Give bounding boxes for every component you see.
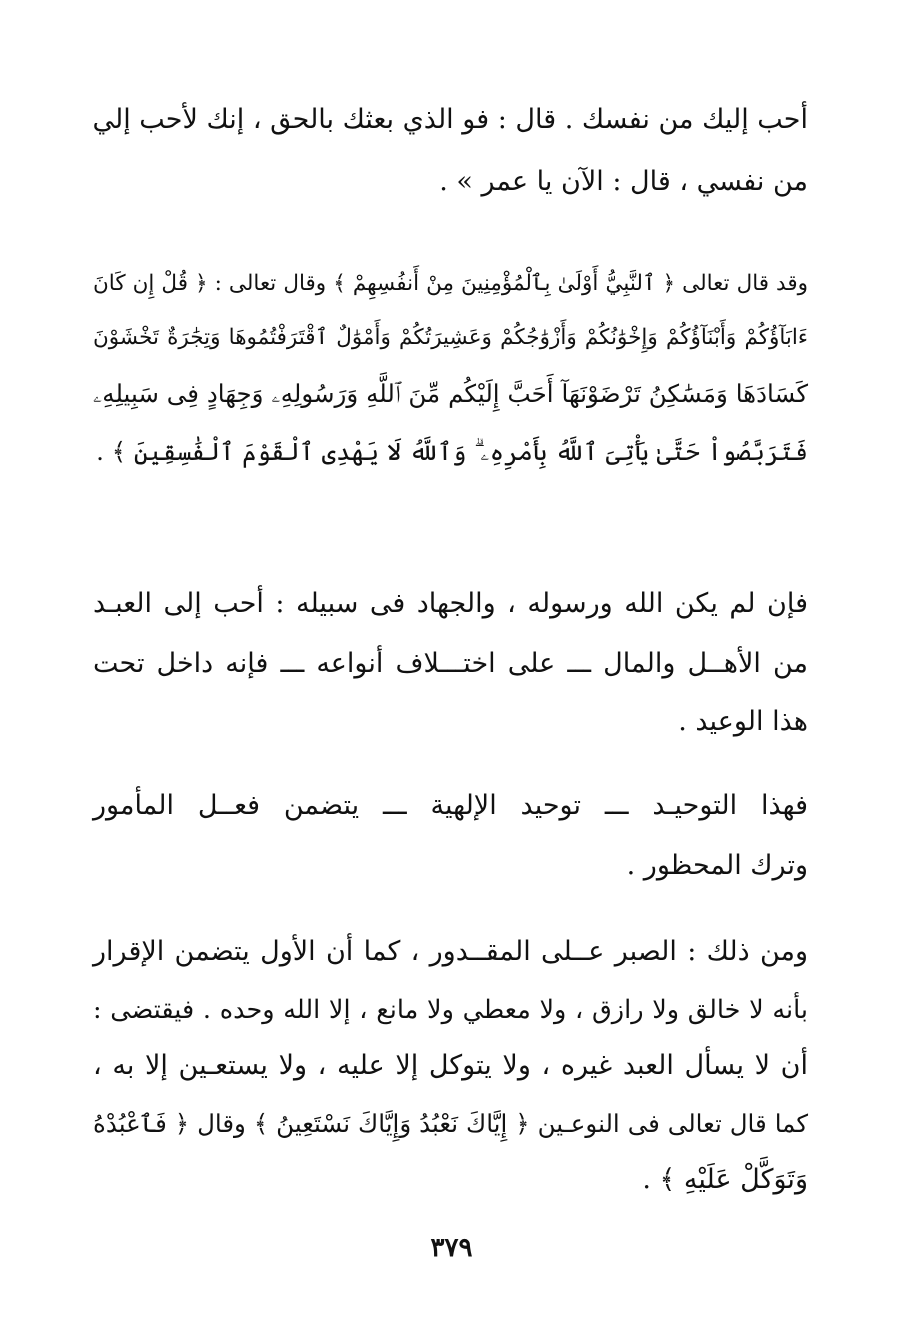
text-line: فهذا التوحيـد ـــ توحيد الإلهية ـــ يتضمن فعــل المأمور bbox=[93, 790, 808, 821]
text-line: بأنه لا خالق ولا رازق ، ولا معطي ولا مانع ، إلا الله وحده . فيقتضى : bbox=[93, 995, 808, 1025]
text-line: أحب إليك من نفسك . قال : فو الذي بعثك بالحق ، إنك لأحب إلي bbox=[92, 104, 808, 135]
page-number: ٣٧٩ bbox=[430, 1233, 473, 1263]
verse-line: فَتَرَبَّصُواْ حَتَّىٰ يَأْتِىَ ٱللَّهُ بِأَمْرِهِۦ ۗ وَٱللَّهُ لَا يَهْدِى ٱلْقَوْمَ ٱلْفَٰسِقِينَ ﴾ . bbox=[96, 437, 808, 466]
text-line: أن لا يسأل العبد غيره ، ولا يتوكل إلا عليه ، ولا يستعـين إلا به ، bbox=[93, 1050, 808, 1081]
text-line: وَتَوَكَّلْ عَلَيْهِ ﴾ . bbox=[642, 1164, 808, 1195]
text-line: وترك المحظور . bbox=[626, 850, 808, 881]
verse-line: وقد قال تعالى ﴿ ٱلنَّبِيُّ أَوْلَىٰ بِٱلْمُؤْمِنِينَ مِنْ أَنفُسِهِمْ ﴾ وقال تعالى : ﴿ قُلْ إِن كَانَ bbox=[93, 271, 808, 296]
verse-line: ءَابَآؤُكُمْ وَأَبْنَآؤُكُمْ وَإِخْوَٰنُكُمْ وَأَزْوَٰجُكُمْ وَعَشِيرَتُكُمْ وَأَمْوَٰلٌ ٱقْتَرَفْتُمُوهَا وَتِجَٰرَةٌ تَخْشَوْنَ bbox=[93, 325, 808, 350]
text-line: فإن لم يكن الله ورسوله ، والجهاد فى سبيله : أحب إلى العبـد bbox=[93, 588, 808, 619]
text-line: كما قال تعالى فى النوعـين ﴿ إِيَّاكَ نَعْبُدُ وَإِيَّاكَ نَسْتَعِينُ ﴾ وقال ﴿ فَٱعْبُدْهُ bbox=[93, 1109, 808, 1138]
text-line: ومن ذلك : الصبر عــلى المقــدور ، كما أن الأول يتضمن الإقرار bbox=[93, 936, 808, 967]
text-line: من الأهــل والمال ـــ على اختـــلاف أنواعه ـــ فإنه داخل تحت bbox=[93, 648, 808, 679]
text-line: هذا الوعيد . bbox=[678, 706, 808, 737]
verse-line: كَسَادَهَا وَمَسَٰكِنُ تَرْضَوْنَهَآ أَحَبَّ إِلَيْكُم مِّنَ ٱللَّهِ وَرَسُولِهِۦ وَجِهَادٍ فِى سَبِيلِهِۦ bbox=[93, 379, 808, 408]
text-line: من نفسي ، قال : الآن يا عمر » . bbox=[439, 166, 808, 197]
